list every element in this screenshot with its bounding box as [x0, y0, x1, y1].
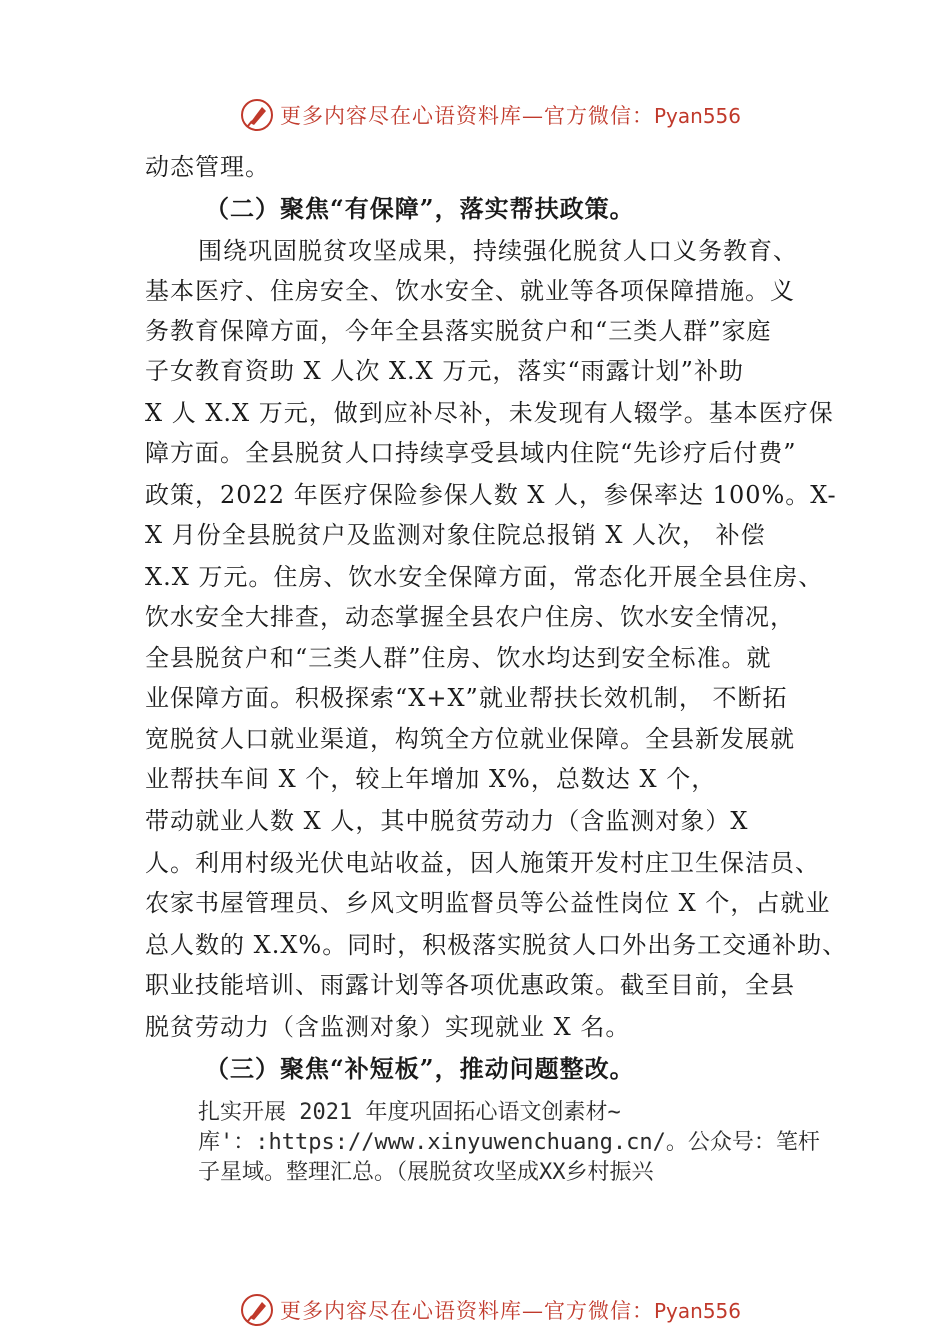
- text-line: 子星域。整理汇总。（展脱贫攻坚成XX乡村振兴: [198, 1160, 654, 1185]
- text-line: 宽脱贫人口就业渠道，构筑全方位就业保障。全县新发展就: [145, 725, 795, 753]
- pen-nib-logo-icon: [240, 1293, 274, 1327]
- text-line: 基本医疗、住房安全、饮水安全、就业等各项保障措施。义: [145, 277, 795, 305]
- section-heading: （二）聚焦“有保障”，落实帮扶政策。: [205, 194, 635, 223]
- header-banner: [240, 95, 741, 135]
- footer-banner: [240, 1290, 741, 1330]
- text-line: 库'：:https://www.xinyuwenchuang.cn/。公众号：笔杆: [198, 1130, 820, 1155]
- text-line: 人。利用村级光伏电站收益，因人施策开发村庄卫生保洁员、: [145, 849, 820, 877]
- text-line: 农家书屋管理员、乡风文明监督员等公益性岗位 X 个，占就业: [145, 889, 831, 917]
- banner-handle: Pyan556: [654, 104, 742, 128]
- text-line: 带动就业人数 X 人，其中脱贫劳动力（含监测对象）X: [145, 807, 749, 835]
- section-heading: （三）聚焦“补短板”，推动问题整改。: [205, 1054, 635, 1083]
- text-line: X 人 X.X 万元，做到应补尽补，未发现有人辍学。基本医疗保: [145, 399, 834, 427]
- banner-label: 更多内容尽在心语资料库—官方微信：: [280, 104, 654, 128]
- text-line: 动态管理。: [145, 153, 270, 181]
- banner-text: [280, 100, 741, 130]
- text-line: 业帮扶车间 X 个，较上年增加 X%，总数达 X 个，: [145, 765, 717, 793]
- text-line: 子女教育资助 X 人次 X.X 万元，落实“雨露计划”补助: [145, 357, 744, 385]
- text-line: X.X 万元。住房、饮水安全保障方面，常态化开展全县住房、: [145, 563, 824, 591]
- text-line: 全县脱贫户和“三类人群”住房、饮水均达到安全标准。就: [145, 644, 772, 672]
- text-line: 围绕巩固脱贫攻坚成果，持续强化脱贫人口义务教育、: [198, 237, 798, 265]
- text-line: 脱贫劳动力（含监测对象）实现就业 X 名。: [145, 1013, 631, 1041]
- text-line: 障方面。全县脱贫人口持续享受县域内住院“先诊疗后付费”: [145, 439, 797, 467]
- text-line: 扎实开展 2021 年度巩固拓心语文创素材~: [198, 1100, 621, 1125]
- text-line: 业保障方面。积极探索“X+X”就业帮扶长效机制， 不断拓: [145, 684, 788, 712]
- text-line: 总人数的 X.X%。同时，积极落实脱贫人口外出务工交通补助、: [145, 931, 848, 959]
- banner-handle: Pyan556: [654, 1299, 742, 1323]
- text-line: X 月份全县脱贫户及监测对象住院总报销 X 人次， 补偿: [145, 521, 766, 549]
- pen-nib-logo-icon: [240, 98, 274, 132]
- text-line: 饮水安全大排查，动态掌握全县农户住房、饮水安全情况，: [145, 603, 795, 631]
- text-line: 政策，2022 年医疗保险参保人数 X 人，参保率达 100%。X-: [145, 481, 837, 509]
- text-line: 务教育保障方面，今年全县落实脱贫户和“三类人群”家庭: [145, 317, 772, 345]
- banner-text: [280, 1295, 741, 1325]
- banner-label: 更多内容尽在心语资料库—官方微信：: [280, 1299, 654, 1323]
- text-line: 职业技能培训、雨露计划等各项优惠政策。截至目前，全县: [145, 971, 795, 999]
